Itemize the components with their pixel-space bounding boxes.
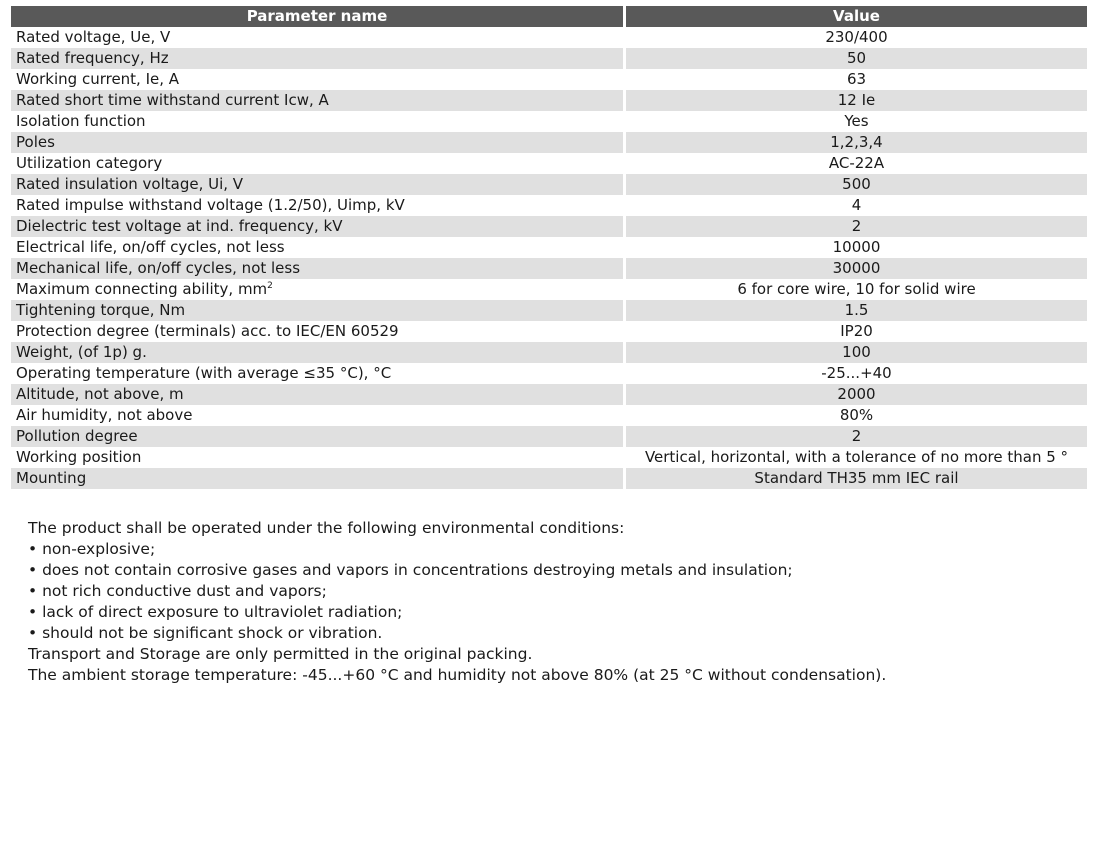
table-row xyxy=(11,447,1087,468)
value-cell: 1.5 xyxy=(626,300,1087,321)
value-cell: Standard TH35 mm IEC rail xyxy=(626,468,1087,489)
value-cell: 30000 xyxy=(626,258,1087,279)
parameter-cell xyxy=(11,111,626,132)
notes-line: • does not contain corrosive gases and vapors in concentrations destroying metals and insulation; xyxy=(28,561,793,579)
parameter-cell xyxy=(11,363,626,384)
parameter-cell xyxy=(11,342,626,363)
value-cell: 80% xyxy=(626,405,1087,426)
table-body xyxy=(11,27,1087,489)
parameter-label: Electrical life, on/off cycles, not less xyxy=(16,238,285,256)
table-row xyxy=(11,279,1087,300)
notes-intro: The product shall be operated under the following environmental conditions: xyxy=(28,519,625,537)
parameter-cell xyxy=(11,468,626,489)
parameter-cell xyxy=(11,279,626,300)
parameter-label: Pollution degree xyxy=(16,427,138,445)
table-row xyxy=(11,132,1087,153)
notes-line: • not rich conductive dust and vapors; xyxy=(28,582,327,600)
table-row xyxy=(11,468,1087,489)
value-cell: 10000 xyxy=(626,237,1087,258)
value-cell: 100 xyxy=(626,342,1087,363)
parameter-cell xyxy=(11,405,626,426)
value-cell: 2000 xyxy=(626,384,1087,405)
notes-line: The ambient storage temperature: -45...+60 °C and humidity not above 80% (at 25 °C without condensation). xyxy=(28,666,887,684)
parameter-label: Poles xyxy=(16,133,55,151)
parameter-label: Air humidity, not above xyxy=(16,406,193,424)
value-cell: IP20 xyxy=(626,321,1087,342)
table-row xyxy=(11,216,1087,237)
value-cell: 1,2,3,4 xyxy=(626,132,1087,153)
parameter-cell xyxy=(11,216,626,237)
value-cell: 4 xyxy=(626,195,1087,216)
notes-line: • non-explosive; xyxy=(28,540,156,558)
parameter-label: Rated voltage, Ue, V xyxy=(16,28,171,46)
table-row xyxy=(11,174,1087,195)
table-row xyxy=(11,384,1087,405)
parameter-cell xyxy=(11,195,626,216)
value-cell: 2 xyxy=(626,426,1087,447)
value-cell: AC-22A xyxy=(626,153,1087,174)
parameter-label: Utilization category xyxy=(16,154,163,172)
value-cell: 2 xyxy=(626,216,1087,237)
notes-line: Transport and Storage are only permitted in the original packing. xyxy=(28,645,533,663)
parameter-label: Altitude, not above, m xyxy=(16,385,184,403)
parameter-label: Isolation function xyxy=(16,112,146,130)
parameter-cell xyxy=(11,447,626,468)
header-parameter-name: Parameter name xyxy=(11,6,626,27)
table-row xyxy=(11,321,1087,342)
table-row xyxy=(11,27,1087,48)
parameter-label: Weight, (of 1p) g. xyxy=(16,343,147,361)
value-cell: 6 for core wire, 10 for solid wire xyxy=(626,279,1087,300)
parameter-label: Mechanical life, on/off cycles, not less xyxy=(16,259,301,277)
parameter-label: Working current, Ie, A xyxy=(16,70,180,88)
header-row xyxy=(11,6,1087,27)
table-row xyxy=(11,258,1087,279)
table-row xyxy=(11,48,1087,69)
parameter-label: Operating temperature (with average ≤35 °C), °C xyxy=(16,364,392,382)
table-row xyxy=(11,90,1087,111)
table-row xyxy=(11,237,1087,258)
parameter-label: Mounting xyxy=(16,469,87,487)
notes-line: • lack of direct exposure to ultraviolet radiation; xyxy=(28,603,403,621)
table-row xyxy=(11,111,1087,132)
parameter-cell xyxy=(11,237,626,258)
table-row xyxy=(11,342,1087,363)
parameter-cell xyxy=(11,384,626,405)
parameter-label: Rated impulse withstand voltage (1.2/50), Uimp, kV xyxy=(16,196,405,214)
value-cell: 500 xyxy=(626,174,1087,195)
parameter-label: Dielectric test voltage at ind. frequency, kV xyxy=(16,217,343,235)
table-row xyxy=(11,426,1087,447)
parameter-cell xyxy=(11,90,626,111)
value-cell: 12 Ie xyxy=(626,90,1087,111)
parameter-cell xyxy=(11,426,626,447)
notes-line: • should not be significant shock or vibration. xyxy=(28,624,383,642)
parameter-label: Working position xyxy=(16,448,142,466)
parameter-cell xyxy=(11,48,626,69)
superscript: 2 xyxy=(267,281,273,291)
parameter-cell xyxy=(11,132,626,153)
parameter-cell xyxy=(11,69,626,90)
table-row xyxy=(11,300,1087,321)
operating-conditions-notes xyxy=(28,518,1088,686)
parameter-label: Tightening torque, Nm xyxy=(16,301,186,319)
table-header xyxy=(11,6,1087,27)
table-row xyxy=(11,195,1087,216)
parameter-label: Rated short time withstand current Icw, A xyxy=(16,91,329,109)
table-row xyxy=(11,69,1087,90)
parameter-label: Maximum connecting ability, mm xyxy=(16,280,268,298)
table-row xyxy=(11,405,1087,426)
table-row xyxy=(11,363,1087,384)
value-cell: 230/400 xyxy=(626,27,1087,48)
parameter-label: Rated frequency, Hz xyxy=(16,49,169,67)
header-value: Value xyxy=(626,6,1087,27)
parameter-cell xyxy=(11,153,626,174)
parameter-label: Protection degree (terminals) acc. to IEC/EN 60529 xyxy=(16,322,399,340)
parameter-label: Rated insulation voltage, Ui, V xyxy=(16,175,244,193)
value-cell: Vertical, horizontal, with a tolerance of no more than 5 ° xyxy=(626,447,1087,468)
parameter-cell xyxy=(11,258,626,279)
specification-table xyxy=(11,6,1087,489)
value-cell: Yes xyxy=(626,111,1087,132)
table-row xyxy=(11,153,1087,174)
value-cell: 63 xyxy=(626,69,1087,90)
value-cell: 50 xyxy=(626,48,1087,69)
parameter-cell xyxy=(11,321,626,342)
parameter-cell xyxy=(11,174,626,195)
parameter-cell xyxy=(11,300,626,321)
value-cell: -25...+40 xyxy=(626,363,1087,384)
parameter-cell xyxy=(11,27,626,48)
